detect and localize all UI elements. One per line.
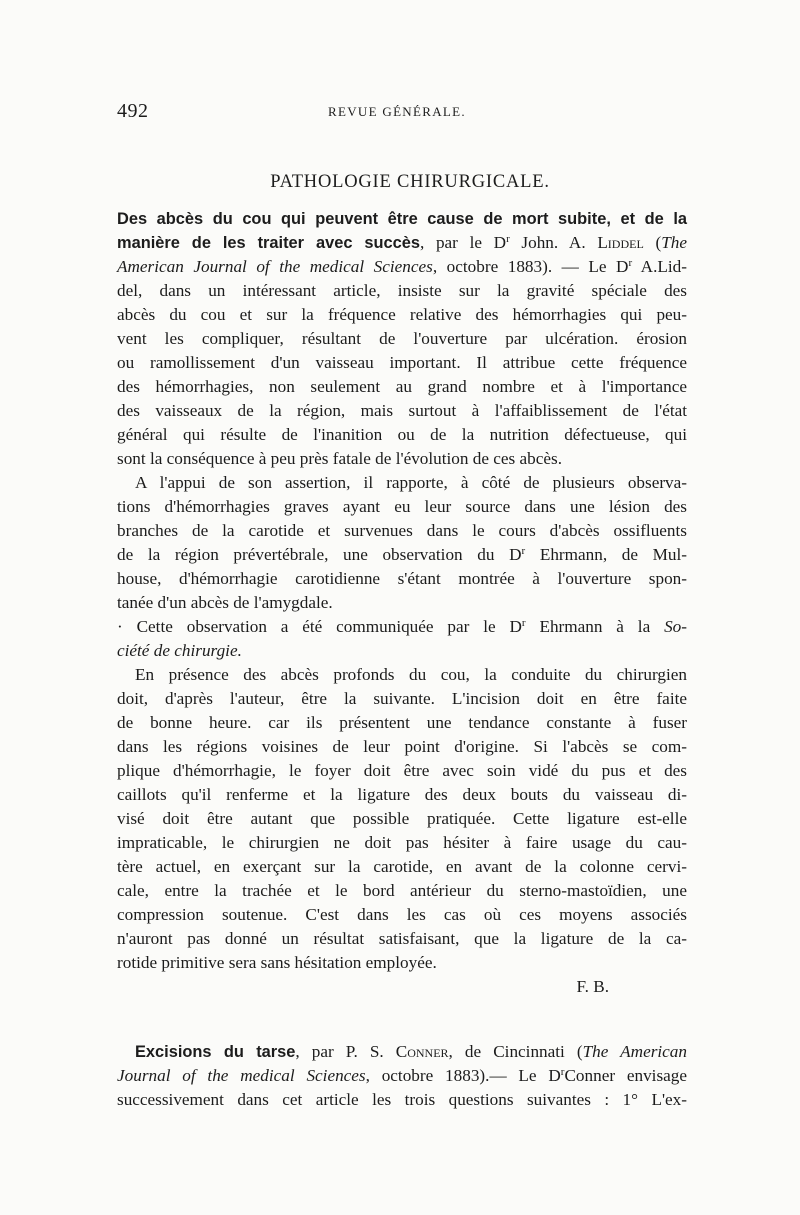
text-line: American Journal of the medical Sciences, octobre 1883). — Le $D^r$ A.Lid- bbox=[117, 257, 687, 276]
text-line: de bonne heure. car ils présentent une tendance constante à fuser bbox=[117, 713, 687, 732]
author-name: Liddel bbox=[597, 233, 644, 252]
article-excisions-du-tarse bbox=[117, 1040, 687, 1112]
text-line: caillots qu'il renferme et la ligature des deux bouts du vaisseau di- bbox=[117, 785, 687, 804]
article-abces-du-cou bbox=[117, 207, 687, 999]
text-line: compression soutenue. C'est dans les cas où ces moyens associés bbox=[117, 905, 687, 924]
text-line: doit, d'après l'auteur, être la suivante. L'incision doit en être faite bbox=[117, 689, 687, 708]
text-line: successivement dans cet article les trois questions suivantes : 1° L'ex- bbox=[117, 1090, 687, 1109]
author-name: Conner bbox=[395, 1042, 449, 1061]
text-line: dans les régions voisines de leur point d'origine. Si l'abcès se com- bbox=[117, 737, 687, 756]
text-line: tère actuel, en exerçant sur la carotide, en avant de la colonne cervi- bbox=[117, 857, 687, 876]
text-line: cale, entre la trachée et le bord antérieur du sterno-mastoïdien, une bbox=[117, 881, 687, 900]
text-line: vent les compliquer, résultant de l'ouverture par ulcération. érosion bbox=[117, 329, 687, 348]
text-line: house, d'hémorrhagie carotidienne s'étant montrée à l'ouverture spon- bbox=[117, 569, 687, 588]
journal-name: American Journal of the medical Sciences bbox=[117, 257, 433, 276]
text-line: de la région prévertébrale, une observation du $D^r$ Ehrmann, de Mul- bbox=[117, 545, 687, 564]
text-line: ciété de chirurgie. bbox=[117, 641, 242, 660]
text-line: n'auront pas donné un résultat satisfaisant, que la ligature de la ca- bbox=[117, 929, 687, 948]
text-line: plique d'hémorrhagie, le foyer doit être avec soin vidé du pus et des bbox=[117, 761, 687, 780]
article-title-line: Des abcès du cou qui peuvent être cause de mort subite, et de la bbox=[117, 210, 687, 228]
text-line: A l'appui de son assertion, il rapporte, à côté de plusieurs observa- bbox=[135, 473, 687, 492]
text-line: branches de la carotide et survenues dans le cours d'abcès ossifluents bbox=[117, 521, 687, 540]
signature: F. B. bbox=[576, 977, 609, 996]
text-line: sont la conséquence à peu près fatale de l'évolution de ces abcès. bbox=[117, 449, 563, 468]
text-line: · Cette observation a été communiquée par le $D^r$ Ehrmann à la So- bbox=[117, 617, 687, 636]
running-head: REVUE GÉNÉRALE. bbox=[328, 104, 466, 119]
section-title: PATHOLOGIE CHIRURGICALE. bbox=[270, 172, 550, 192]
journal-name: Journal of the medical Sciences bbox=[117, 1066, 366, 1085]
text-line: des hémorrhagies, non seulement au grand nombre et à l'importance bbox=[117, 377, 687, 396]
text-line: visé doit être autant que possible pratiquée. Cette ligature est-elle bbox=[117, 809, 687, 828]
page-header bbox=[117, 100, 687, 124]
text-line: abcès du cou et sur la fréquence relative des hémorrhagies qui peu- bbox=[117, 305, 687, 324]
text-line: rotide primitive sera sans hésitation employée. bbox=[117, 953, 437, 972]
text-line: En présence des abcès profonds du cou, la conduite du chirurgien bbox=[135, 665, 687, 684]
text-line: impraticable, le chirurgien ne doit pas hésiter à faire usage du cau- bbox=[117, 833, 687, 852]
text-line: manière de les traiter avec succès, par le $D^r$ John. A. Liddel (The bbox=[117, 233, 687, 252]
text-line: Journal of the medical Sciences, octobre 1883).— Le $D^rConner$ envisage bbox=[117, 1066, 687, 1085]
text-line: général qui résulte de l'inanition ou de la nutrition défectueuse, qui bbox=[117, 425, 687, 444]
text-line: del, dans un intéressant article, insiste sur la gravité spéciale des bbox=[117, 281, 687, 300]
text-line: tions d'hémorrhagies graves ayant eu leur source dans une lésion des bbox=[117, 497, 687, 516]
page-number: 492 bbox=[117, 100, 149, 122]
text-line: des vaisseaux de la région, mais surtout à l'affaiblissement de l'état bbox=[117, 401, 687, 420]
article-title-line: Excisions du tarse, par P. S. Conner, de Cincinnati (The American bbox=[135, 1042, 687, 1061]
text-line: tanée d'un abcès de l'amygdale. bbox=[117, 593, 333, 612]
text-line: ou ramollissement d'un vaisseau important. Il attribue cette fréquence bbox=[117, 353, 687, 372]
